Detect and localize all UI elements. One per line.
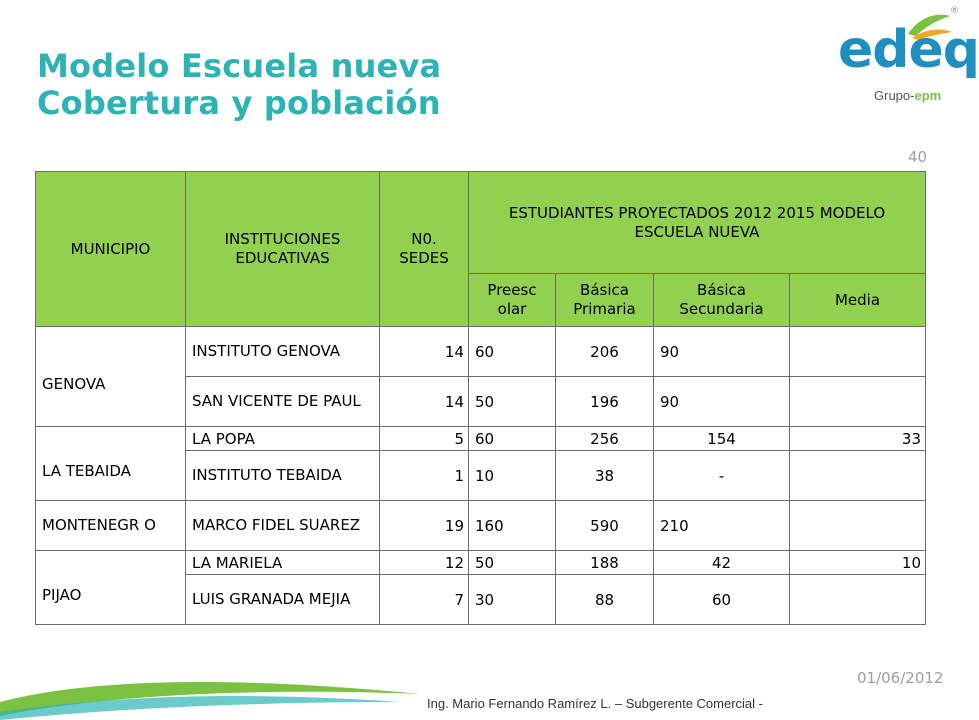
logo-group-name: epm	[914, 88, 942, 103]
cell-primaria: 188	[556, 551, 654, 575]
cell-sedes: 1	[380, 451, 469, 501]
cell-sedes: 14	[380, 327, 469, 377]
coverage-table	[35, 171, 926, 625]
cell-preescolar: 60	[469, 427, 556, 451]
logo-registered: ®	[950, 6, 959, 16]
header-primaria: Básica Primaria	[556, 274, 654, 327]
cell-sedes: 5	[380, 427, 469, 451]
header-estudiantes: ESTUDIANTES PROYECTADOS 2012 2015 MODELO ESCUELA NUEVA	[469, 172, 926, 274]
cell-secundaria: 210	[654, 501, 790, 551]
cell-secundaria: 60	[654, 575, 790, 625]
cell-preescolar: 10	[469, 451, 556, 501]
cell-sedes: 12	[380, 551, 469, 575]
cell-municipio: MONTENEGR O	[36, 501, 186, 551]
title-line-2: Cobertura y población	[37, 84, 441, 122]
cell-institucion: INSTITUTO GENOVA	[186, 327, 380, 377]
cell-primaria: 88	[556, 575, 654, 625]
logo-group	[874, 88, 941, 103]
cell-institucion: INSTITUTO TEBAIDA	[186, 451, 380, 501]
cell-primaria: 256	[556, 427, 654, 451]
cell-primaria: 590	[556, 501, 654, 551]
cell-institucion: MARCO FIDEL SUAREZ	[186, 501, 380, 551]
edeq-logo	[838, 6, 979, 116]
cell-secundaria: -	[654, 451, 790, 501]
cell-secundaria: 42	[654, 551, 790, 575]
slide-footer: Ing. Mario Fernando Ramírez L. – Subgerente Comercial -	[427, 696, 763, 711]
cell-preescolar: 50	[469, 377, 556, 427]
cell-municipio: GENOVA	[36, 327, 186, 427]
header-sedes: N0. SEDES	[380, 172, 469, 327]
cell-institucion: LA MARIELA	[186, 551, 380, 575]
cell-media	[790, 327, 926, 377]
cell-primaria: 206	[556, 327, 654, 377]
logo-group-prefix: Grupo-	[874, 88, 915, 103]
cell-preescolar: 50	[469, 551, 556, 575]
cell-media: 33	[790, 427, 926, 451]
cell-institucion: LUIS GRANADA MEJIA	[186, 575, 380, 625]
cell-municipio: PIJAO	[36, 551, 186, 625]
cell-municipio: LA TEBAIDA	[36, 427, 186, 501]
header-instituciones: INSTITUCIONES EDUCATIVAS	[186, 172, 380, 327]
table-row	[36, 501, 926, 551]
header-secundaria: Básica Secundaria	[654, 274, 790, 327]
table-row	[36, 551, 926, 575]
cell-sedes: 14	[380, 377, 469, 427]
cell-preescolar: 160	[469, 501, 556, 551]
cell-institucion: SAN VICENTE DE PAUL	[186, 377, 380, 427]
title-line-1: Modelo Escuela nueva	[37, 47, 442, 85]
header-media: Media	[790, 274, 926, 327]
footer-swoosh-decoration	[0, 672, 420, 720]
table-row	[36, 327, 926, 377]
cell-media	[790, 451, 926, 501]
cell-preescolar: 30	[469, 575, 556, 625]
logo-brand: edeq	[838, 20, 979, 80]
cell-primaria: 38	[556, 451, 654, 501]
cell-sedes: 7	[380, 575, 469, 625]
cell-sedes: 19	[380, 501, 469, 551]
cell-institucion: LA POPA	[186, 427, 380, 451]
cell-media: 10	[790, 551, 926, 575]
cell-primaria: 196	[556, 377, 654, 427]
header-municipio: MUNICIPIO	[36, 172, 186, 327]
table-row	[36, 427, 926, 451]
slide-date: 01/06/2012	[857, 669, 944, 687]
cell-media	[790, 575, 926, 625]
cell-secundaria: 154	[654, 427, 790, 451]
cell-media	[790, 501, 926, 551]
cell-secundaria: 90	[654, 327, 790, 377]
slide-title	[37, 48, 441, 122]
page-number: 40	[908, 148, 928, 166]
cell-media	[790, 377, 926, 427]
cell-preescolar: 60	[469, 327, 556, 377]
header-preescolar: Preesc olar	[469, 274, 556, 327]
cell-secundaria: 90	[654, 377, 790, 427]
